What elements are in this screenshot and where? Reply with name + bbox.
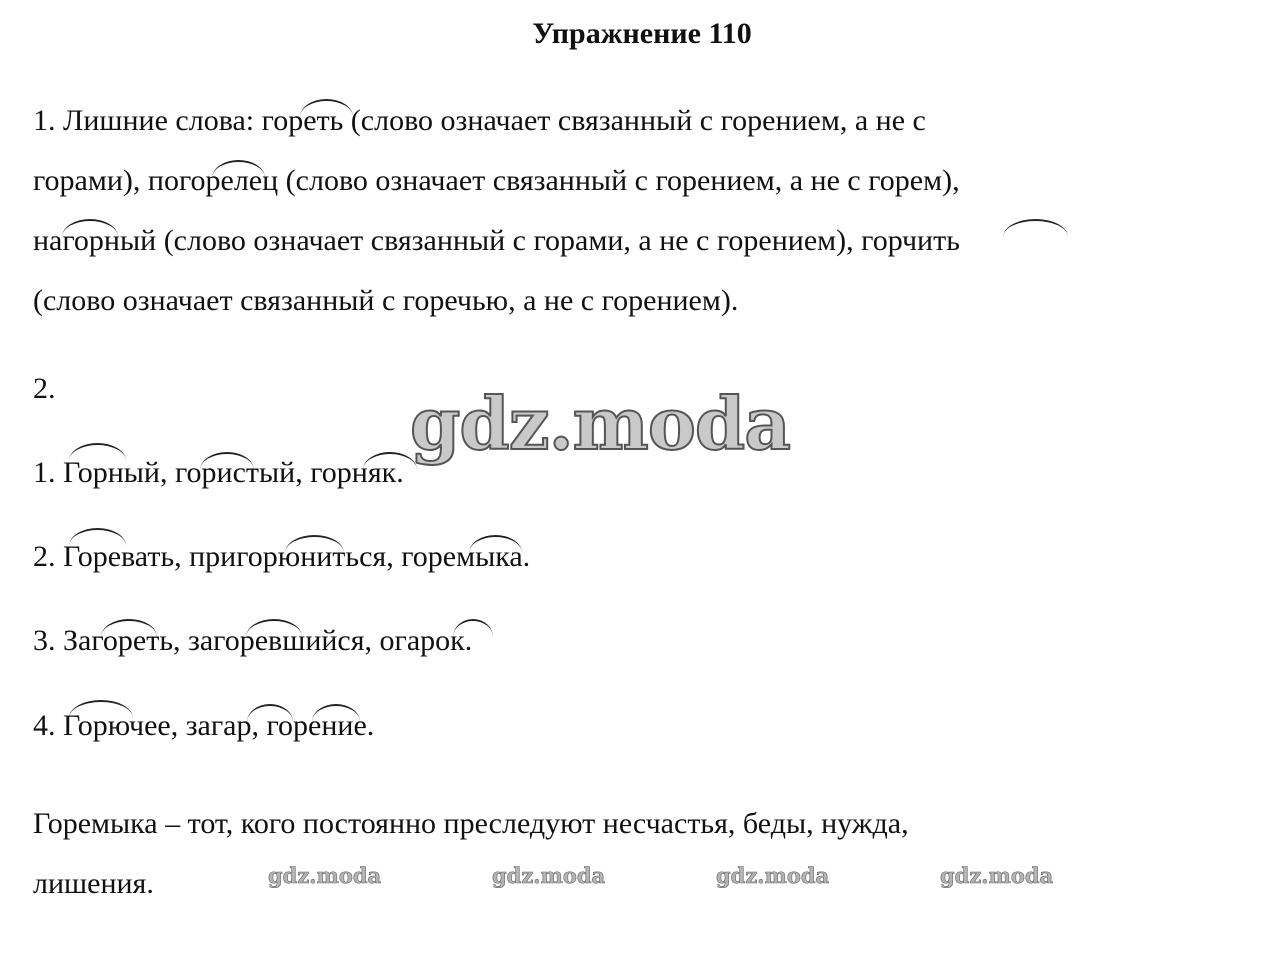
root-arc bbox=[285, 535, 344, 553]
root-arc bbox=[1003, 219, 1068, 237]
root-group-1: 1. Горный, гористый, горняк. bbox=[33, 456, 404, 489]
root-arc bbox=[312, 704, 360, 722]
root-arc bbox=[101, 619, 157, 637]
root-arc bbox=[69, 528, 126, 546]
root-group-4: 4. Горючее, загар, горение. bbox=[33, 709, 375, 742]
root-arc bbox=[69, 700, 133, 718]
paragraph-1-line-3: нагорный (слово означает связанный с горами, а не с горением), горчить bbox=[33, 224, 960, 257]
definition-line-2: лишения. bbox=[33, 867, 154, 900]
root-arc bbox=[453, 619, 493, 637]
root-arc bbox=[246, 619, 302, 637]
root-group-2: 2. Горевать, пригорюниться, горемыка. bbox=[33, 540, 531, 573]
root-arc bbox=[469, 535, 522, 553]
definition-line-1: Горемыка – тот, кого постоянно преследуют несчастья, беды, нужда, bbox=[33, 807, 909, 840]
section-2-label: 2. bbox=[33, 372, 56, 405]
watermark-main: gdz.moda bbox=[410, 381, 790, 466]
root-arc bbox=[300, 99, 353, 117]
watermark-footer-4: gdz.moda bbox=[940, 863, 1054, 888]
root-arc bbox=[69, 443, 126, 461]
paragraph-1-line-1: 1. Лишние слова: гореть (слово означает связанный с горением, а не с bbox=[33, 104, 926, 137]
watermark-footer-2: gdz.moda bbox=[492, 863, 606, 888]
paragraph-1-line-4: (слово означает связанный с горечью, а не с горением). bbox=[33, 284, 739, 317]
exercise-title: Упражнение 110 bbox=[532, 17, 752, 50]
root-group-3: 3. Загореть, загоревшийся, огарок. bbox=[33, 624, 473, 657]
root-arc bbox=[247, 704, 293, 722]
watermark-footer-3: gdz.moda bbox=[716, 863, 830, 888]
watermark-footer-1: gdz.moda bbox=[268, 863, 382, 888]
root-arc bbox=[62, 219, 118, 237]
paragraph-1-line-2: горами), погорелец (слово означает связанный с горением, а не с горем), bbox=[33, 164, 960, 197]
